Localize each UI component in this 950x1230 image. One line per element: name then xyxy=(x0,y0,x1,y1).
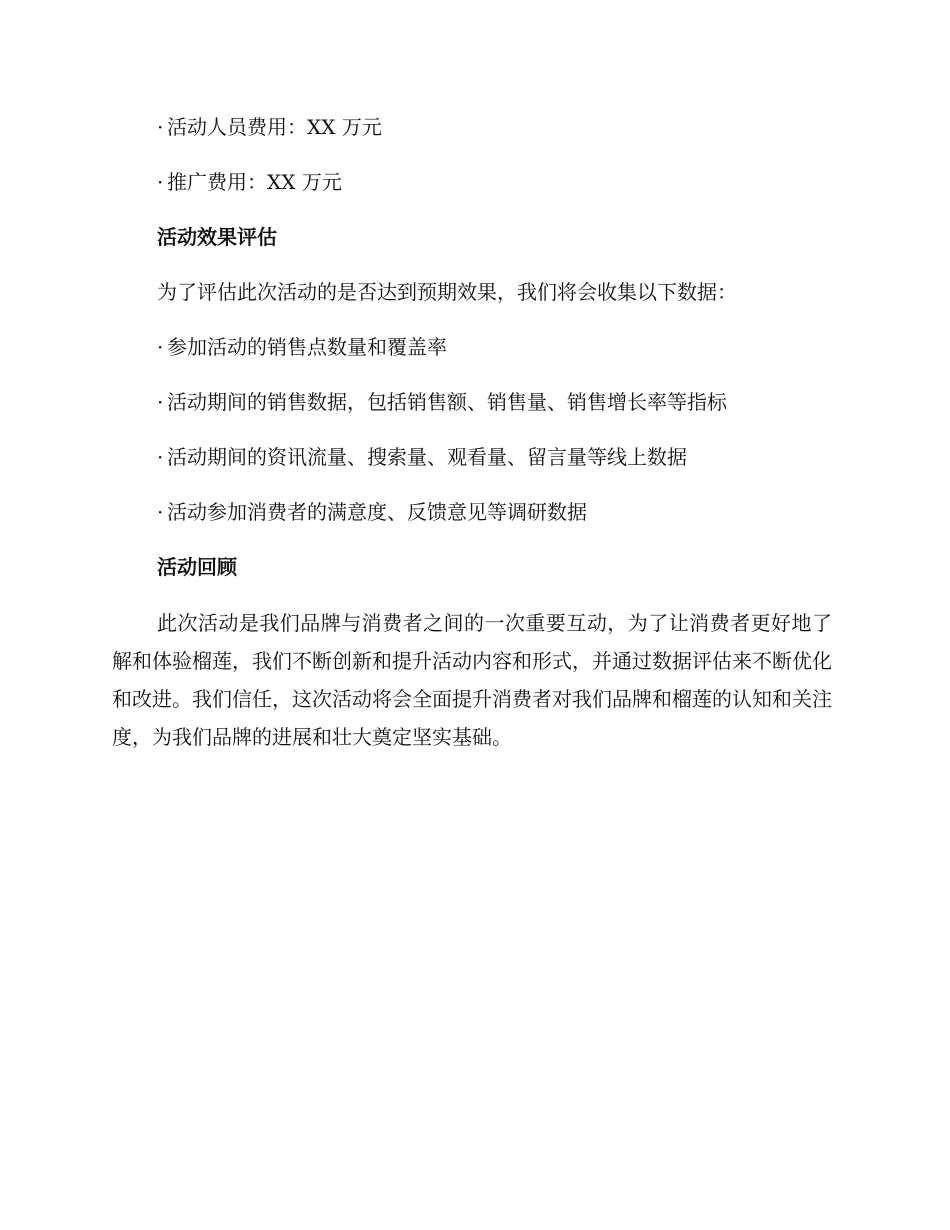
bullet-dot: · xyxy=(157,115,164,139)
bullet-item-sales-data xyxy=(157,388,727,416)
section-heading-evaluation: 活动效果评估 xyxy=(157,225,277,249)
bullet-text: 活动期间的销售数据，包括销售额、销售量、销售增长率等指标 xyxy=(167,390,727,414)
bullet-text: 活动人员费用：XX 万元 xyxy=(167,115,382,139)
bullet-dot: · xyxy=(157,390,164,414)
bullet-text: 推广费用：XX 万元 xyxy=(167,170,342,194)
review-paragraph: 此次活动是我们品牌与消费者之间的一次重要互动，为了让消费者更好地了解和体验榴莲，我们不断创新和提升活动内容和形式，并通过数据评估来不断优化和改进。我们信任，这次活动将会全面提升消费者对我们品牌和榴莲的认知和关注度，为我们品牌的进展和壮大奠定坚实基础。 xyxy=(112,611,832,749)
bullet-item-survey-data xyxy=(157,498,587,526)
bullet-dot: · xyxy=(157,170,164,194)
bullet-text: 活动参加消费者的满意度、反馈意见等调研数据 xyxy=(167,500,587,524)
bullet-dot: · xyxy=(157,445,164,469)
bullet-item-promotion-cost xyxy=(157,168,342,196)
bullet-dot: · xyxy=(157,335,164,359)
section-heading-review: 活动回顾 xyxy=(157,555,237,579)
bullet-item-sales-points xyxy=(157,333,447,361)
bullet-text: 活动期间的资讯流量、搜索量、观看量、留言量等线上数据 xyxy=(167,445,687,469)
bullet-item-online-data xyxy=(157,443,687,471)
bullet-text: 参加活动的销售点数量和覆盖率 xyxy=(167,335,447,359)
bullet-item-staff-cost xyxy=(157,113,382,141)
bullet-dot: · xyxy=(157,500,164,524)
section-intro-evaluation: 为了评估此次活动的是否达到预期效果，我们将会收集以下数据： xyxy=(157,280,737,304)
